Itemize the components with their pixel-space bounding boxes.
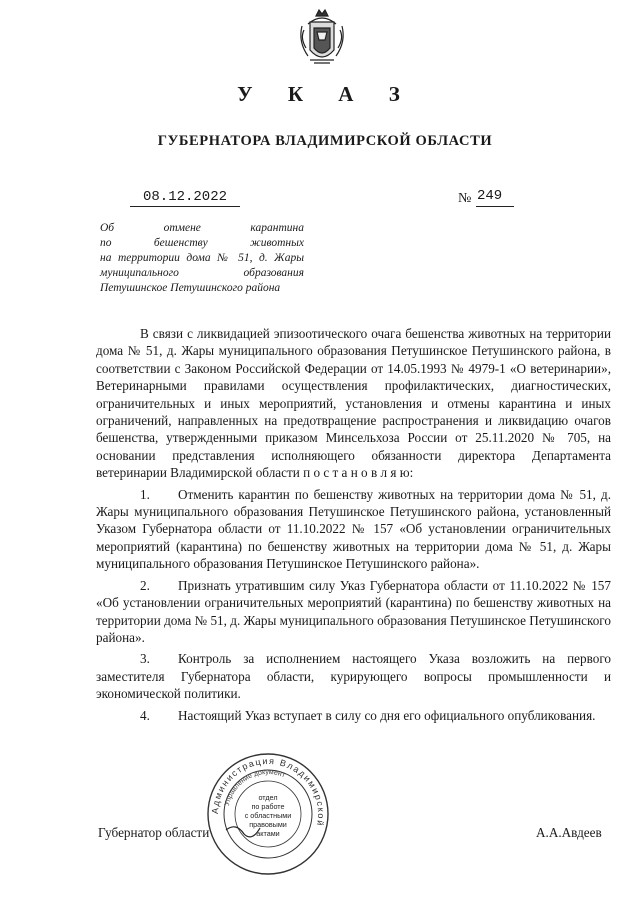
number-underline bbox=[476, 206, 514, 207]
body-intro: В связи с ликвидацией эпизоотического очага бешенства животных на территории дома № 51, д. Жары муниципального образования Петушинское Петушинского района, в соответствии с Законом Российской Федерации от 14.05.1993 № 4979-1 «О ветеринарии», Ветеринарными правилами осуществления профилактических, диагностических, ограничительных и иных мероприятий, установления и отмены карантина и иных ограничений, направленных на предотвращение распространения и ликвидацию очагов бешенства, утвержденными приказом Минсельхоза России от 25.11.2020 № 705, на основании представления исполняющего обязанности директора Департамента ветеринарии Владимирской области п о с т а н о в л я ю: bbox=[96, 326, 611, 481]
item-text: Отменить карантин по бешенству животных на территории дома № 51, д. Жары муниципального образования Петушинское Петушинского района, установленный Указом Губернатора области от 11.10.2022 № 157 «Об установлении ограничительных мероприятий (карантина) по бешенству животных на территории дома № 51, д. Жары муниципального образования Петушинское Петушинского района». bbox=[96, 486, 611, 572]
document-number: 249 bbox=[477, 188, 503, 204]
item-number: 2. bbox=[140, 577, 150, 593]
stamp-center-line: с областными bbox=[244, 811, 292, 820]
date-underline bbox=[130, 206, 240, 207]
document-date: 08.12.2022 bbox=[142, 189, 227, 205]
decree-item bbox=[96, 486, 611, 573]
signatory-name: А.А.Авдеев bbox=[536, 825, 602, 840]
document-body bbox=[96, 325, 611, 724]
document-subtitle: ГУБЕРНАТОРА ВЛАДИМИРСКОЙ ОБЛАСТИ bbox=[157, 133, 493, 149]
document-title: У К А З bbox=[237, 82, 415, 106]
decree-item bbox=[96, 707, 611, 724]
item-number: 1. bbox=[140, 486, 150, 502]
stamp-inner-text: Управление документ bbox=[223, 768, 287, 807]
stamp-center-line: отдел bbox=[258, 793, 278, 802]
decree-item bbox=[96, 650, 611, 702]
stamp-seal-icon bbox=[206, 752, 330, 876]
item-text: Настоящий Указ вступает в силу со дня его официального опубликования. bbox=[178, 707, 596, 723]
stamp-center-line: по работе bbox=[251, 802, 285, 811]
signatory-position: Губернатор области bbox=[98, 825, 210, 840]
subject-line: на территории дома № 51, д. Жары bbox=[100, 252, 304, 264]
subject-line: по бешенству животных bbox=[100, 237, 304, 249]
document-subject bbox=[100, 221, 304, 296]
decree-item bbox=[96, 577, 611, 647]
subject-line: муниципального образования bbox=[100, 267, 304, 279]
item-number: 4. bbox=[140, 707, 150, 723]
stamp-center-line: актами bbox=[256, 829, 280, 838]
stamp-center-line: правовыми bbox=[249, 820, 287, 829]
coat-of-arms-icon bbox=[296, 6, 348, 66]
number-label: № bbox=[458, 191, 472, 206]
item-text: Контроль за исполнением настоящего Указа возложить на первого заместителя Губернатора области, курирующего вопросы промышленности и экономической политики. bbox=[96, 651, 611, 702]
subject-line: Об отмене карантина bbox=[100, 222, 304, 234]
subject-line: Петушинское Петушинского района bbox=[100, 282, 281, 294]
item-number: 3. bbox=[140, 651, 150, 667]
item-text: Признать утратившим силу Указ Губернатора области от 11.10.2022 № 157 «Об установлении ограничительных мероприятий (карантина) по бешенству животных на территории дома № 51, д. Жары муниципального образования Петушинское Петушинского района». bbox=[96, 577, 611, 645]
stamp-outer-text: Администрация Владимирской bbox=[209, 755, 327, 828]
